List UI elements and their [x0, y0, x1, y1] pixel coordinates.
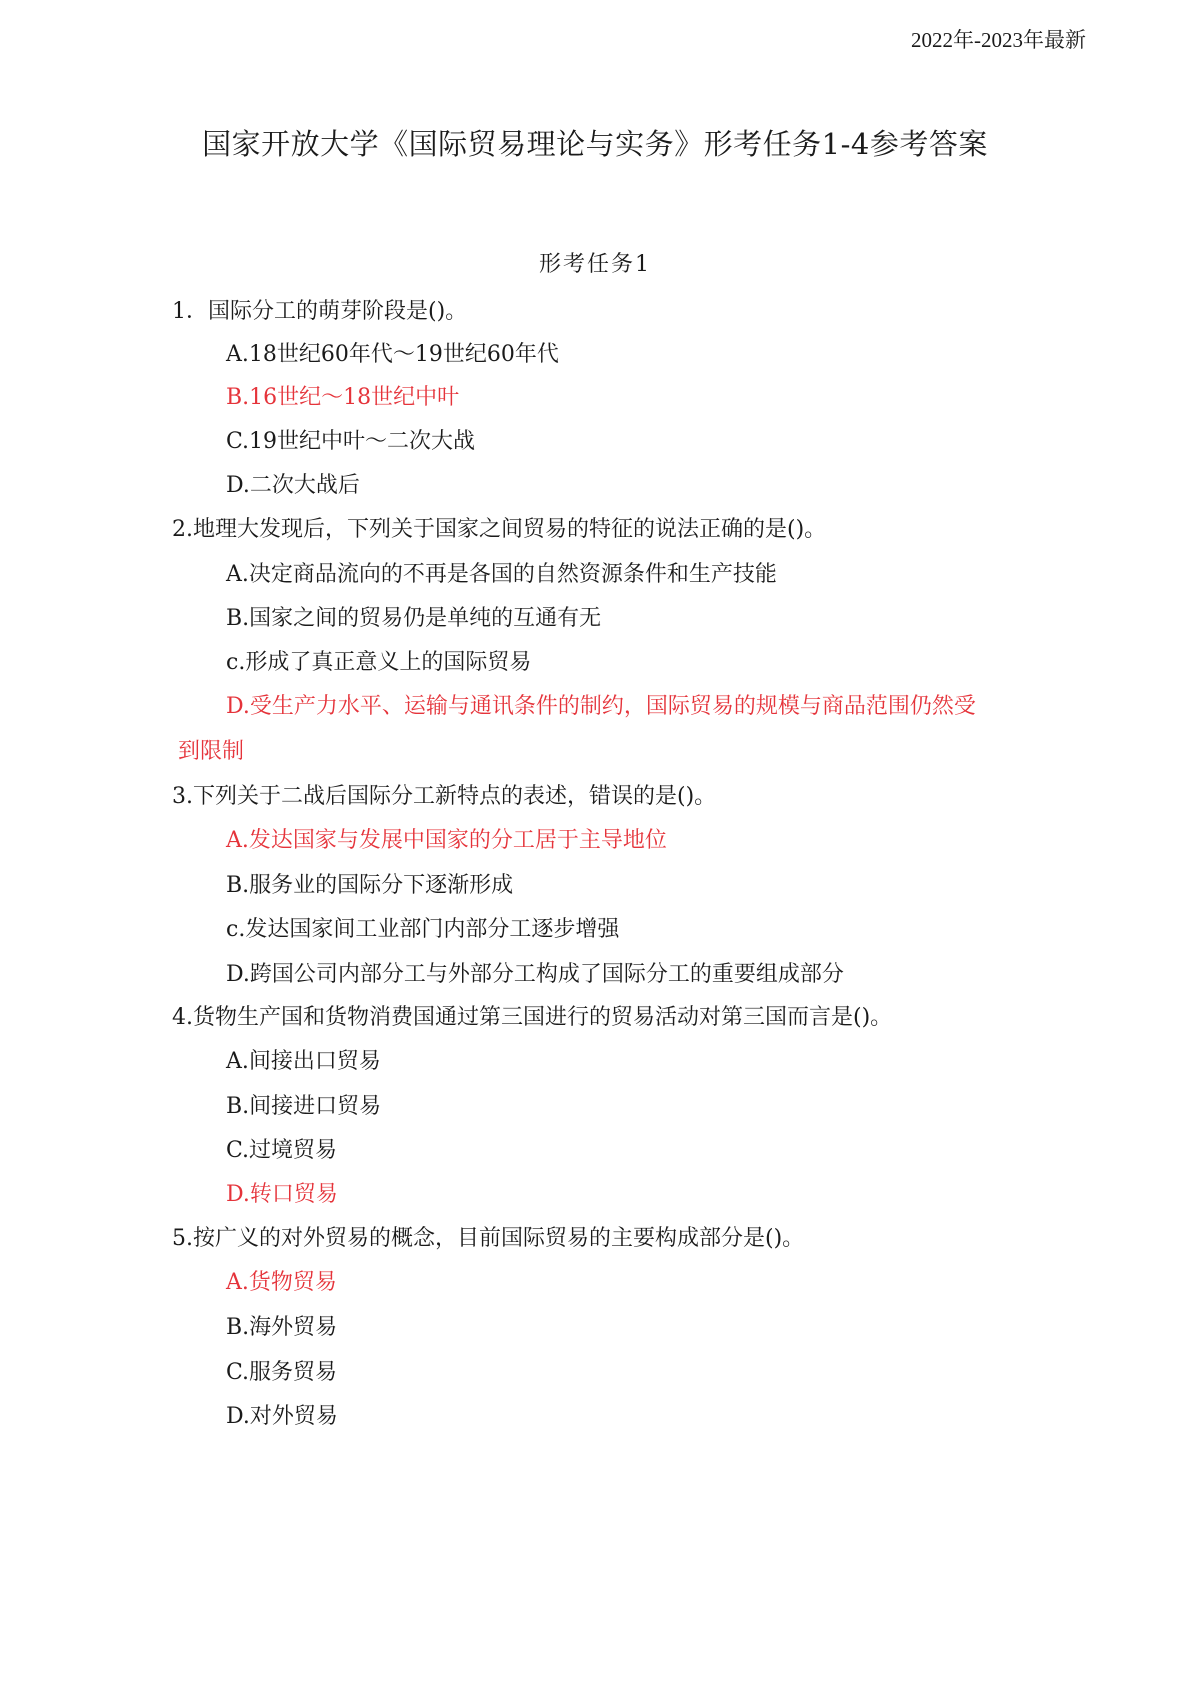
question-2-option-c: c.形成了真正意义上的国际贸易 — [226, 650, 532, 675]
question-1-option-a: A.18世纪60年代～19世纪60年代 — [226, 342, 559, 367]
question-5-option-d: D.对外贸易 — [226, 1404, 338, 1429]
question-2-stem: 2.地理大发现后，下列关于国家之间贸易的特征的说法正确的是()。 — [172, 517, 827, 542]
page-header-year: 2022年-2023年最新 — [911, 28, 1086, 52]
question-4-option-b: B.间接进口贸易 — [226, 1094, 382, 1119]
question-1-option-b-answer: B.16世纪～18世纪中叶 — [226, 385, 460, 410]
question-2-option-b: B.国家之间的贸易仍是单纯的互通有无 — [226, 606, 602, 631]
question-3-stem: 3.下列关于二战后国际分工新特点的表述，错误的是()。 — [172, 784, 717, 809]
question-3-option-c: c.发达国家间工业部门内部分工逐步增强 — [226, 917, 620, 942]
question-2-option-d-answer-continued: 到限制 — [178, 739, 245, 764]
question-2-option-d-answer: D.受生产力水平、运输与通讯条件的制约，国际贸易的规模与商品范围仍然受 — [226, 694, 976, 719]
section-title: 形考任务1 — [539, 252, 651, 277]
question-1-option-d: D.二次大战后 — [226, 473, 360, 498]
question-4-option-c: C.过境贸易 — [226, 1138, 338, 1163]
question-5-option-b: B.海外贸易 — [226, 1315, 338, 1340]
question-3-option-a-answer: A.发达国家与发展中国家的分工居于主导地位 — [226, 828, 667, 853]
question-4-option-d-answer: D.转口贸易 — [226, 1182, 338, 1207]
question-4-option-a: A.间接出口贸易 — [226, 1049, 381, 1074]
question-3-option-b: B.服务业的国际分下逐渐形成 — [226, 873, 514, 898]
question-5-option-a-answer: A.货物贸易 — [226, 1270, 337, 1295]
question-2-option-a: A.决定商品流向的不再是各国的自然资源条件和生产技能 — [226, 562, 777, 587]
question-5-option-c: C.服务贸易 — [226, 1360, 338, 1385]
question-5-stem: 5.按广义的对外贸易的概念，目前国际贸易的主要构成部分是()。 — [172, 1226, 805, 1251]
question-1-stem: 1．国际分工的萌芽阶段是()。 — [172, 299, 468, 324]
document-title: 国家开放大学《国际贸易理论与实务》形考任务1-4参考答案 — [202, 127, 988, 161]
question-4-stem: 4.货物生产国和货物消费国通过第三国进行的贸易活动对第三国而言是()。 — [172, 1005, 893, 1030]
question-1-option-c: C.19世纪中叶～二次大战 — [226, 429, 476, 454]
question-3-option-d: D.跨国公司内部分工与外部分工构成了国际分工的重要组成部分 — [226, 962, 844, 987]
